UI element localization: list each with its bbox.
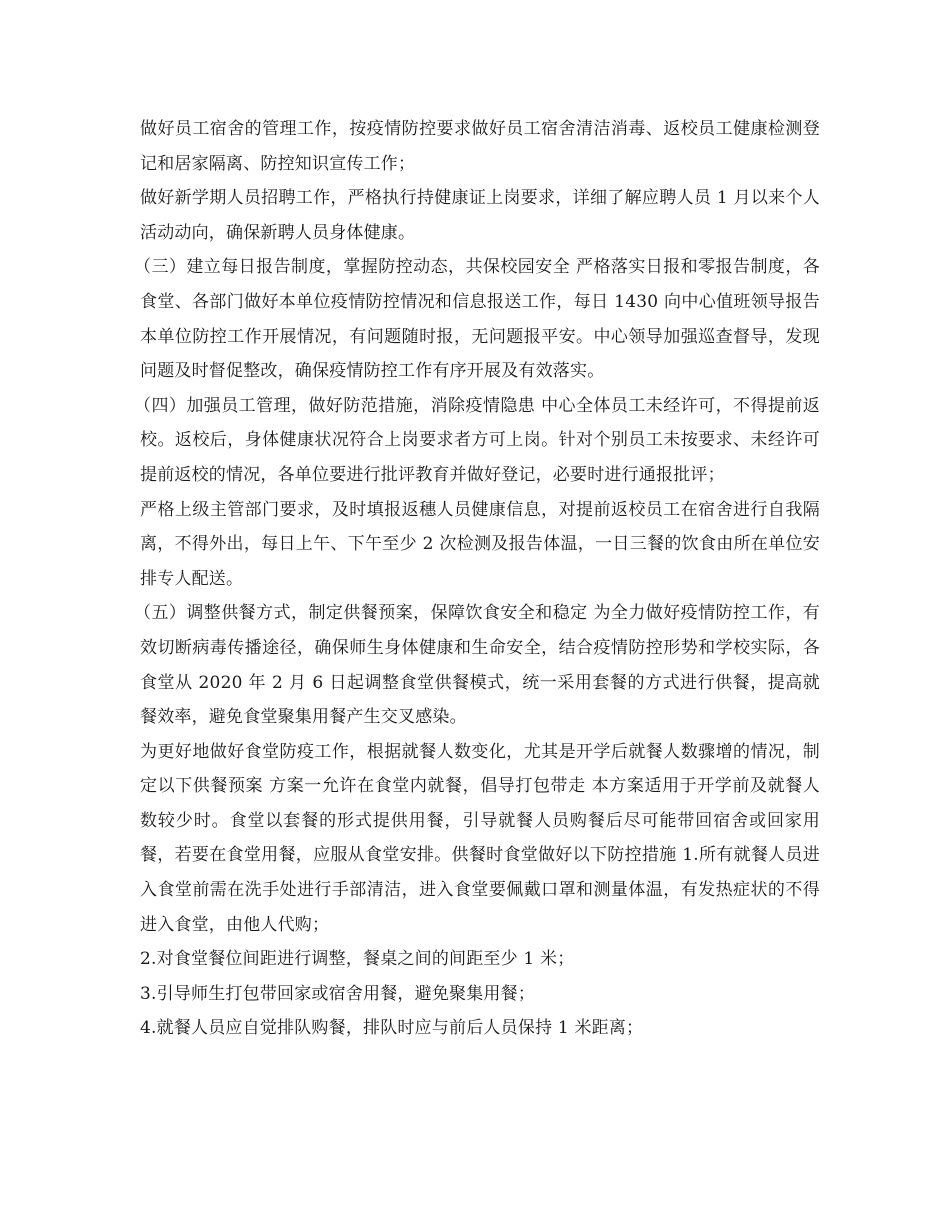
paragraph-recruitment: 做好新学期人员招聘工作，严格执行持健康证上岗要求，详细了解应聘人员 1 月以来个人活动动向，确保新聘人员身体健康。 <box>140 188 820 243</box>
list-item-seat-spacing: 2.对食堂餐位间距进行调整，餐桌之间的间距至少 1 米； <box>140 949 575 970</box>
list-item-takeaway: 3.引导师生打包带回家或宿舍用餐，避免聚集用餐； <box>140 983 536 1004</box>
paragraph-self-isolation: 严格上级主管部门要求，及时填报返穗人员健康信息，对提前返校员工在宿舍进行自我隔离，不得外出，每日上午、下午至少 2 次检测及报告体温，一日三餐的饮食由所在单位安排专人配送。 <box>140 499 820 589</box>
paragraph-section-3-daily-report: （三）建立每日报告制度，掌握防控动态，共保校园安全 严格落实日报和零报告制度，各食堂、各部门做好本单位疫情防控情况和信息报送工作，每日 1430 向中心值班领导报告本单位防控工作开展情况，有问题随时报，无问题报平安。中心领导加强巡查督导，发现问题及时督促整改，确保疫情防控工作有序开展及有效落实。 <box>134 257 820 382</box>
list-item-queue-distance: 4.就餐人员应自觉排队购餐，排队时应与前后人员保持 1 米距离； <box>140 1018 644 1039</box>
paragraph-section-4-staff-management: （四）加强员工管理，做好防范措施，消除疫情隐患 中心全体员工未经许可，不得提前返校。返校后，身体健康状况符合上岗要求者方可上岗。针对个别员工未按要求、未经许可提前返校的情况，各单位要进行批评教育并做好登记，必要时进行通报批评； <box>134 395 820 485</box>
document-body <box>134 112 820 1046</box>
paragraph-dormitory-management: 做好员工宿舍的管理工作，按疫情防控要求做好员工宿舍清洁消毒、返校员工健康检测登记和居家隔离、防控知识宣传工作； <box>140 119 820 174</box>
paragraph-catering-plan: 为更好地做好食堂防疫工作，根据就餐人数变化，尤其是开学后就餐人数骤增的情况，制定以下供餐预案 方案一允许在食堂内就餐，倡导打包带走 本方案适用于开学前及就餐人数较少时。食堂以套餐的形式提供用餐，引导就餐人员购餐后尽可能带回宿舍或回家用餐，若要在食堂用餐，应服从食堂安排。供餐时食堂做好以下防控措施 1.所有就餐人员进入食堂前需在洗手处进行手部清洁，进入食堂要佩戴口罩和测量体温，有发热症状的不得进入食堂，由他人代购； <box>140 741 820 935</box>
paragraph-section-5-catering: （五）调整供餐方式，制定供餐预案，保障饮食安全和稳定 为全力做好疫情防控工作，有效切断病毒传播途径，确保师生身体健康和生命安全，结合疫情防控形势和学校实际，各食堂从 2020 年 2 月 6 日起调整食堂供餐模式，统一采用套餐的方式进行供餐，提高就餐效率，避免食堂聚集用餐产生交叉感染。 <box>134 603 820 728</box>
